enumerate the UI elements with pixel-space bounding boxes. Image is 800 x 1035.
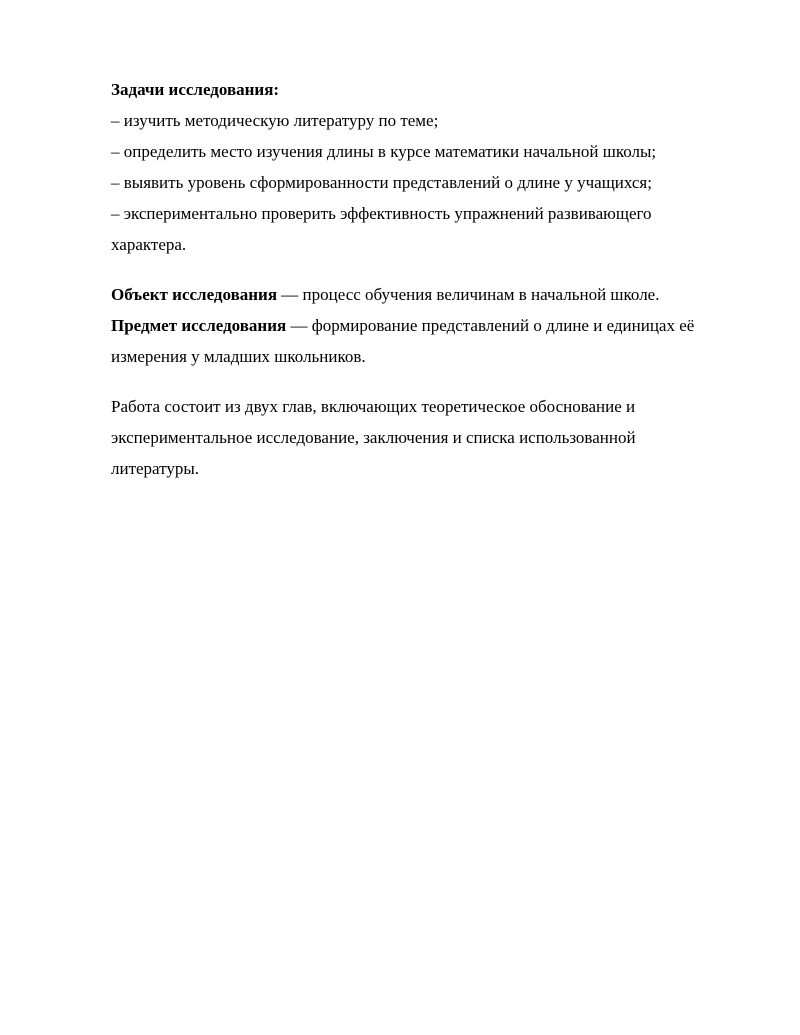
subject-text-continuation: измерения у младших школьников. <box>111 347 366 366</box>
document-body <box>111 74 751 484</box>
paragraph-spacer <box>111 260 751 279</box>
subject-label: Предмет исследования <box>111 316 287 335</box>
task-item-continuation: характера. <box>111 235 187 254</box>
subject-text: — формирование представлений о длине и единицах её <box>286 316 695 335</box>
object-text: — процесс обучения величинам в начальной школе. <box>277 285 660 304</box>
task-item: – экспериментально проверить эффективность упражнений развивающего <box>111 204 652 223</box>
subject-paragraph <box>111 310 751 341</box>
tasks-section <box>111 74 751 260</box>
task-item: – изучить методическую литературу по теме; <box>111 111 439 130</box>
tasks-heading: Задачи исследования: <box>111 80 280 99</box>
object-label: Объект исследования <box>111 285 278 304</box>
structure-line: Работа состоит из двух глав, включающих теоретическое обоснование и <box>111 397 636 416</box>
task-item: – определить место изучения длины в курсе математики начальной школы; <box>111 142 657 161</box>
task-item: – выявить уровень сформированности представлений о длине у учащихся; <box>111 173 652 192</box>
structure-paragraph <box>111 391 751 484</box>
object-paragraph <box>111 279 751 310</box>
object-subject-section <box>111 279 751 372</box>
structure-line: литературы. <box>111 459 200 478</box>
structure-line: экспериментальное исследование, заключения и списка использованной <box>111 428 636 447</box>
paragraph-spacer <box>111 372 751 391</box>
